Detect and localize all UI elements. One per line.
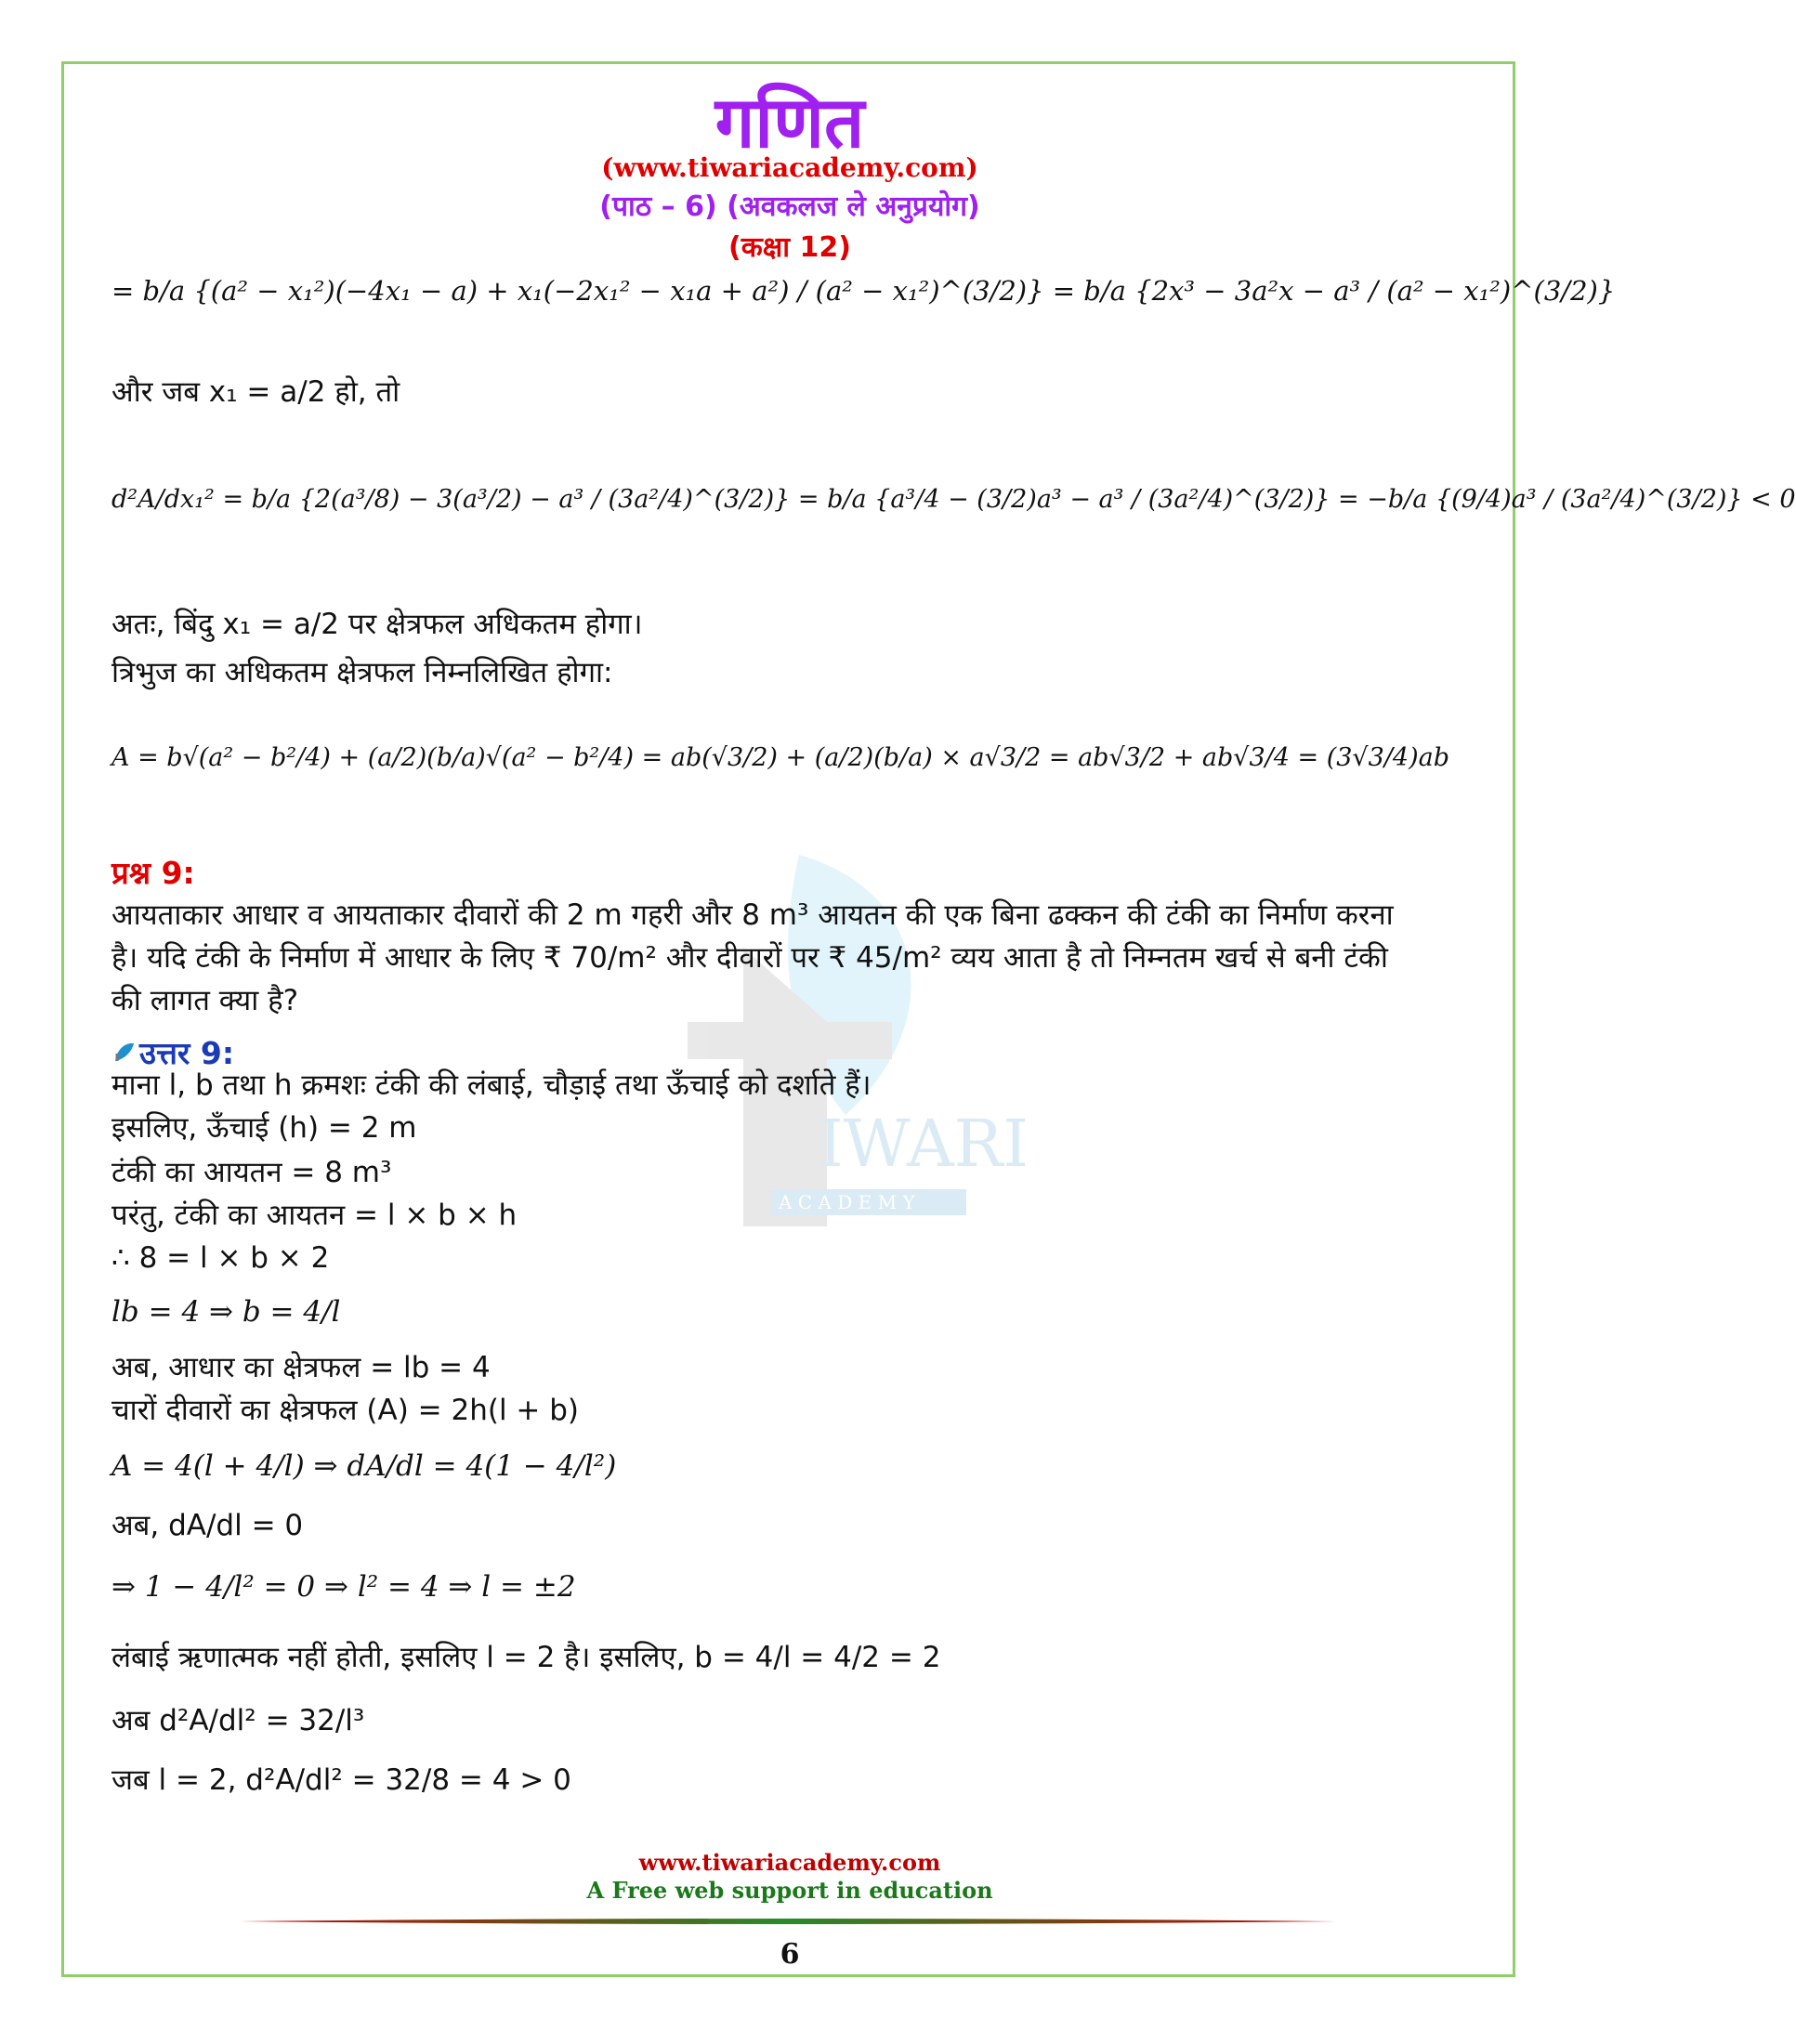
page-number: 6 [780, 1938, 800, 1971]
header-chapter: (पाठ – 6) (अवकलज ले अनुप्रयोग) [599, 190, 980, 223]
tiwari-leaf-icon [111, 1041, 136, 1065]
answer-line-14: जब l = 2, d²A/dl² = 32/8 = 4 > 0 [111, 1763, 571, 1797]
answer-line-7: अब, आधार का क्षेत्रफल = lb = 4 [111, 1351, 491, 1384]
watermark-brand: IWARI [818, 1106, 1029, 1182]
answer-line-11: ⇒ 1 − 4/l² = 0 ⇒ l² = 4 ⇒ l = ±2 [111, 1570, 576, 1604]
solution-line-3: d²A/dx₁² = b/a {2(a³/8) − 3(a³/2) − a³ / (3a²/4)^(3/2)} = b/a {a³/4 − (3/2)a³ − a³ / (3a²/4)^(3/2)} = −b/a {(9/4)a³ / (3a²/4)^(3/2)} < 0 [111, 485, 1796, 514]
answer-line-13: अब d²A/dl² = 32/l³ [111, 1704, 365, 1737]
answer-line-6: lb = 4 ⇒ b = 4/l [111, 1295, 341, 1329]
header-class: (कक्षा 12) [728, 231, 851, 264]
answer-line-1: माना l, b तथा h क्रमशः टंकी की लंबाई, चौड़ाई तथा ऊँचाई को दर्शाते हैं। [111, 1068, 872, 1102]
question-text [111, 894, 1477, 1022]
answer-line-3: टंकी का आयतन = 8 m³ [111, 1156, 392, 1189]
solution-line-2: और जब x₁ = a/2 हो, तो [111, 375, 400, 409]
solution-line-6: A = b√(a² − b²/4) + (a/2)(b/a)√(a² − b²/4) = ab(√3/2) + (a/2)(b/a) × a√3/2 = ab√3/2 + ab√3/4 = (3√3/4)ab [111, 743, 1450, 772]
answer-line-8: चारों दीवारों का क्षेत्रफल (A) = 2h(l + b) [111, 1394, 580, 1427]
solution-line-1: = b/a {(a² − x₁²)(−4x₁ − a) + x₁(−2x₁² − x₁a + a²) / (a² − x₁²)^(3/2)} = b/a {2x³ − 3a²x − a³ / (a² − x₁²)^(3/2)} [111, 275, 1616, 307]
answer-line-12: लंबाई ऋणात्मक नहीं होती, इसलिए l = 2 है। इसलिए, b = 4/l = 4/2 = 2 [111, 1641, 941, 1674]
answer-heading-block [111, 1031, 234, 1073]
page-title: गणित [714, 81, 865, 164]
answer-line-5: ∴ 8 = l × b × 2 [111, 1241, 330, 1275]
question-line-3: की लागत क्या है? [111, 984, 299, 1017]
footer-site: www.tiwariacademy.com [638, 1849, 941, 1876]
watermark-sub: A C A D E M Y [779, 1191, 915, 1213]
question-line-2: है। यदि टंकी के निर्माण में आधार के लिए ₹ 70/m² और दीवारों पर ₹ 45/m² व्यय आता है तो निम्नतम खर्च से बनी टंकी [111, 941, 1388, 975]
answer-heading: उत्तर 9: [139, 1035, 235, 1071]
footer-divider [240, 1918, 1336, 1925]
answer-line-10: अब, dA/dl = 0 [111, 1509, 304, 1542]
question-heading: प्रश्न 9: [111, 855, 195, 891]
answer-line-4: परंतु, टंकी का आयतन = l × b × h [111, 1199, 518, 1232]
header-site: (www.tiwariacademy.com) [601, 152, 978, 183]
solution-line-5: त्रिभुज का अधिकतम क्षेत्रफल निम्नलिखित होगा: [111, 656, 613, 689]
solution-line-4: अतः, बिंदु x₁ = a/2 पर क्षेत्रफल अधिकतम होगा। [111, 608, 643, 641]
answer-line-2: इसलिए, ऊँचाई (h) = 2 m [111, 1111, 417, 1145]
answer-line-9: A = 4(l + 4/l) ⇒ dA/dl = 4(1 − 4/l²) [111, 1449, 617, 1483]
question-line-1: आयताकार आधार व आयताकार दीवारों की 2 m गहरी और 8 m³ आयतन की एक बिना ढक्कन की टंकी का निर्माण करना [111, 898, 1394, 932]
footer-tagline: A Free web support in education [586, 1877, 993, 1904]
